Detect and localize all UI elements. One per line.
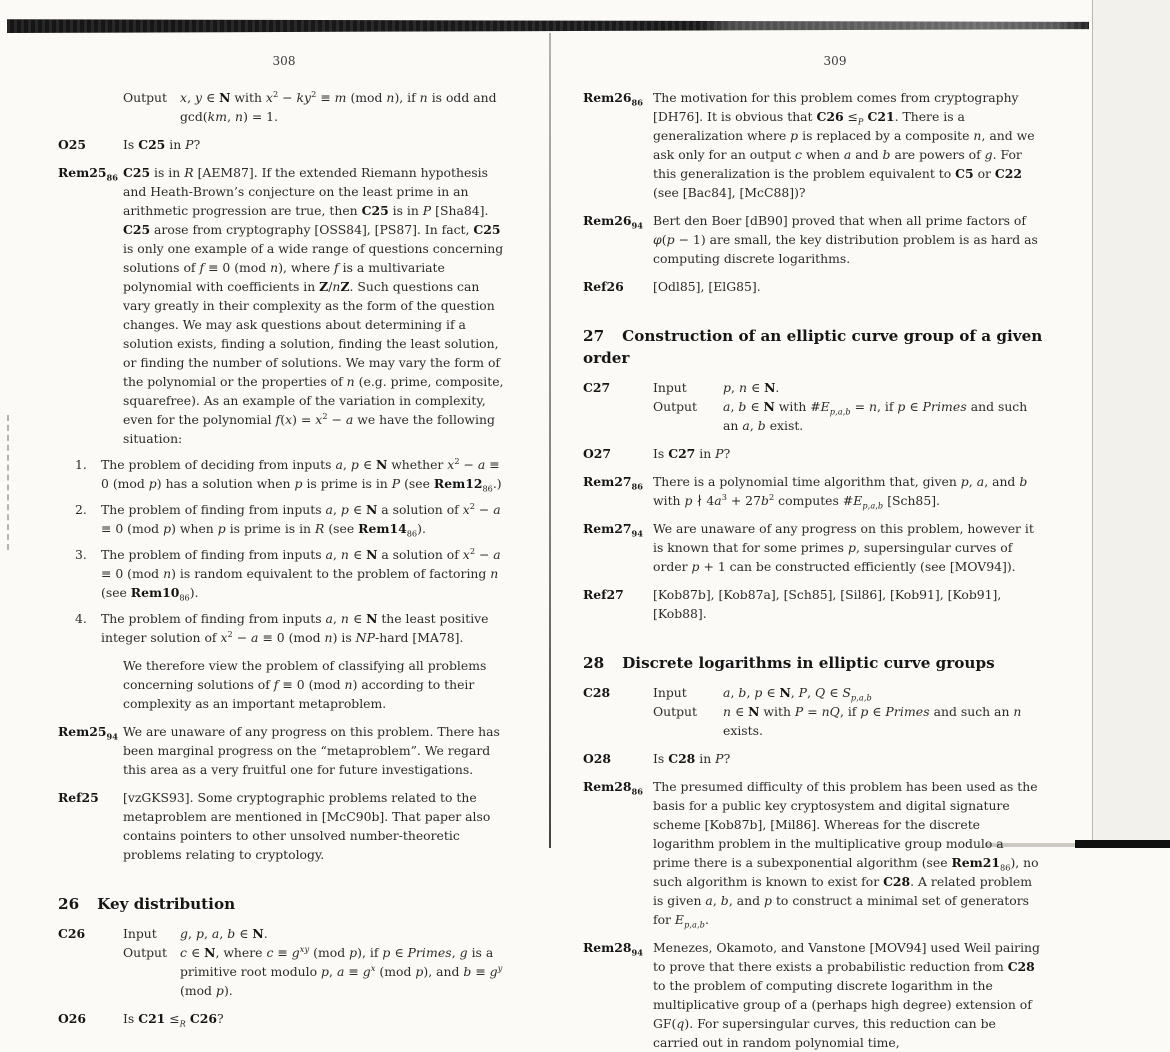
- problem-entry-row: [58, 924, 510, 1000]
- entry-tag: Ref26: [583, 279, 624, 294]
- section-number: 27: [583, 327, 605, 345]
- io-text: p, n ∈ N.: [723, 380, 780, 395]
- entry-body: [123, 924, 510, 1000]
- io-key: Input: [123, 926, 157, 941]
- entry-text: We are unaware of any progress on this problem, however it is known that for some primes p, supersingular curves of order p + 1 can be constructed efficiently (see [MOV94]).: [653, 521, 1034, 574]
- paragraph-entry-row: [583, 777, 1043, 929]
- entry-tag: C28: [583, 685, 611, 700]
- paragraph-entry-row: [583, 444, 1043, 463]
- paragraph-entry-row: [583, 938, 1043, 1052]
- list-item-number: 1.: [75, 457, 87, 472]
- io-text: a, b ∈ N with $\#E_{p,a,b} = n$, if p ∈ Primes and such an a, b exist.: [723, 399, 1028, 433]
- list-item-text: The problem of finding from inputs a, p ∈ N a solution of $x^2 - a \equiv 0$ (mod p) when p is prime is in R (see $Rem14_{86}$).: [101, 500, 501, 539]
- io-key: Output: [123, 90, 168, 105]
- io-row: [653, 378, 1043, 397]
- paragraph-entry-row: [58, 656, 510, 713]
- entry-tag: $Rem28_{86}$: [583, 779, 643, 797]
- paragraph-entry-row: [583, 211, 1043, 268]
- problem-entry-row: [583, 378, 1043, 435]
- io-row: [123, 943, 510, 1000]
- entry-text: We therefore view the problem of classifying all problems concerning solutions of f ≡ 0 (mod n) according to their complexity as an important metaproblem.: [123, 658, 487, 711]
- entry-text: [Kob87b], [Kob87a], [Sch85], [Sil86], [Kob91], [Kob91], [Kob88].: [653, 587, 1002, 621]
- section-heading: [583, 652, 1043, 674]
- entry-text: We are unaware of any progress on this problem. There has been marginal progress on the “metaproblem”. We regard this area as a very fruitful one for future investigations.: [123, 724, 500, 777]
- page-entries: [58, 88, 510, 1028]
- left-edge-scan-marks: [7, 415, 9, 550]
- paragraph-entry-row: [58, 722, 510, 779]
- entry-text: There is a polynomial time algorithm that, given p, a, and b with p ∤ $4a^3 + 27b^2$ computes $\#E_{p,a,b}$ [Sch85].: [653, 474, 1028, 511]
- entry-tag: O25: [58, 137, 87, 152]
- io-text: g, p, a, b ∈ N.: [180, 926, 268, 941]
- paragraph-entry-row: [583, 519, 1043, 576]
- entry-tag: C27: [583, 380, 611, 395]
- io-text: a, b, p ∈ N, P, Q ∈ $S_{p,a,b}$: [723, 685, 872, 703]
- paragraph-entry-row: [583, 749, 1043, 768]
- list-item-number: 3.: [75, 547, 87, 562]
- io-text: n ∈ N with P = nQ, if p ∈ Primes and such an n exists.: [723, 704, 1022, 738]
- numbered-list: [58, 455, 510, 647]
- list-item: [75, 455, 510, 493]
- list-item-text: The problem of deciding from inputs a, p ∈ N whether $x^2 - a \equiv 0$ (mod p) has a solution when p is prime is in P (see $Rem12_{86}$.): [101, 455, 502, 494]
- paragraph-entry-row: [583, 88, 1043, 202]
- section-heading: [583, 325, 1043, 369]
- entry-tag: Ref27: [583, 587, 624, 602]
- entry-body: [653, 378, 1043, 435]
- paragraph-entry-row: [58, 788, 510, 864]
- entry-text: [Odl85], [ElG85].: [653, 279, 761, 294]
- page-308: [58, 52, 510, 1028]
- io-row: [653, 397, 1043, 435]
- section-title: Key distribution: [97, 895, 236, 913]
- entry-text: C25 is in R [AEM87]. If the extended Riemann hypothesis and Heath-Brown’s conjecture on the least prime in an arithmetic progression are true, then C25 is in P [Sha84]. C25 arose from cryptography [OSS84], [PS87]. In fact, C25 is only one example of a wide range of questions concerning solutions of f ≡ 0 (mod n), where f is a multivariate polynomial with coefficients in Z/nZ. Such questions can vary greatly in their complexity as the form of the question changes. We may ask questions about determining if a solution exists, finding a solution, finding the least solution, or finding the number of solutions. We may vary the form of the polynomial or the properties of n (e.g. prime, composite, squarefree). As an example of the variation in complexity, even for the polynomial $f(x) = x^2 - a$ we have the following situation:: [123, 165, 504, 446]
- io-key: Output: [123, 945, 168, 960]
- list-item-text: The problem of finding from inputs a, n ∈ N the least positive integer solution of $x^2 - a \equiv 0$ (mod n) is NP-hard [MA78].: [101, 611, 489, 645]
- top-scan-bar: [7, 18, 1089, 33]
- list-item-number: 4.: [75, 611, 87, 626]
- paragraph-entry-row: [58, 135, 510, 154]
- section-title: Construction of an elliptic curve group of a given order: [583, 327, 1043, 367]
- bottom-right-scan-bar: [1075, 840, 1170, 848]
- entry-tag: O27: [583, 446, 612, 461]
- entry-tag: $Rem28_{94}$: [583, 940, 643, 958]
- paragraph-entry-row: [583, 277, 1043, 296]
- list-item: [75, 500, 510, 538]
- entry-tag: $Rem25_{94}$: [58, 724, 118, 742]
- paragraph-entry-row: [58, 163, 510, 448]
- entry-text: Menezes, Okamoto, and Vanstone [MOV94] used Weil pairing to prove that there exists a probabilistic reduction from C28 to the problem of computing discrete logarithm in the multiplicative group of a (perhaps high degree) extension of GF(q). For supersingular curves, this reduction can be carried out in random polynomial time,: [653, 940, 1040, 1050]
- io-text: c ∈ N, where $c \equiv g^{xy}$ (mod p), if p ∈ Primes, g is a primitive root modulo p, $a \equiv g^x$ (mod p), and $b \equiv g^y$ (mod p).: [180, 943, 503, 998]
- entry-text: Bert den Boer [dB90] proved that when all prime factors of φ(p − 1) are small, the key distribution problem is as hard as computing discrete logarithms.: [653, 213, 1038, 266]
- entry-tag: Ref25: [58, 790, 99, 805]
- entry-text: Is C28 in P?: [653, 751, 731, 766]
- problem-entry-row: [583, 683, 1043, 740]
- entry-text: The motivation for this problem comes from cryptography [DH76]. It is obvious that $C26 \le_P$ C21. There is a generalization where p is replaced by a composite n, and we ask only for an output c when a and b are powers of g. For this generalization is the problem equivalent to C5 or C22 (see [Bac84], [McC88])?: [653, 90, 1035, 200]
- list-item: [75, 609, 510, 647]
- entry-tag: $Rem25_{86}$: [58, 165, 118, 183]
- entry-body: [653, 683, 1043, 740]
- io-key: Input: [653, 685, 687, 700]
- io-row: [123, 924, 510, 943]
- section-number: 28: [583, 654, 605, 672]
- io-key: Output: [653, 704, 698, 719]
- entry-body: [123, 88, 510, 126]
- entry-tag: [58, 88, 123, 126]
- io-key: Output: [653, 399, 698, 414]
- paragraph-entry-row: [58, 1009, 510, 1028]
- io-text: x, y ∈ N with $x^2 - ky^2 \equiv m$ (mod n), if n is odd and gcd(km, n) = 1.: [180, 88, 497, 124]
- entry-text: Is C25 in P?: [123, 137, 201, 152]
- entry-text: Is C27 in P?: [653, 446, 731, 461]
- entry-text: [vzGKS93]. Some cryptographic problems related to the metaproblem are mentioned in [McC90b]. That paper also contains pointers to other unsolved number-theoretic problems relating to cryptology.: [123, 790, 491, 862]
- io-row: [653, 683, 1043, 702]
- page-number: 308: [272, 54, 296, 68]
- entry-tag: $Rem27_{94}$: [583, 521, 643, 539]
- section-heading: [58, 893, 510, 915]
- entry-text: Is $C21 \le_R$ C26?: [123, 1011, 224, 1029]
- paragraph-entry-row: [583, 472, 1043, 510]
- entry-tag: $Rem26_{94}$: [583, 213, 643, 231]
- page-number: 309: [823, 54, 847, 68]
- entry-tag: C26: [58, 926, 86, 941]
- book-gutter-line: [549, 33, 551, 848]
- page-entries: [583, 88, 1043, 1052]
- list-item-text: The problem of finding from inputs a, n ∈ N a solution of $x^2 - a \equiv 0$ (mod n) is random equivalent to the problem of factoring n (see $Rem10_{86}$).: [101, 545, 501, 603]
- entry-text: The presumed difficulty of this problem has been used as the basis for a public key cryptosystem and digital signature scheme [Kob87b], [Mil86]. Whereas for the discrete logarithm problem in the multiplicative group modulo a prime there is a subexponential algorithm (see $Rem21_{86}$), no such algorithm is known to exist for C28. A related problem is given a, b, and p to construct a minimal set of generators for $E_{p,a,b}$.: [653, 779, 1039, 930]
- problem-entry-row: [58, 88, 510, 126]
- io-key: Input: [653, 380, 687, 395]
- list-item: [75, 545, 510, 602]
- entry-tag: O28: [583, 751, 612, 766]
- io-row: [653, 702, 1043, 740]
- entry-tag: [58, 656, 123, 713]
- io-row: [123, 88, 510, 126]
- page-309: [583, 52, 1043, 1052]
- entry-tag: $Rem26_{86}$: [583, 90, 643, 108]
- paragraph-entry-row: [583, 585, 1043, 623]
- section-number: 26: [58, 895, 80, 913]
- section-title: Discrete logarithms in elliptic curve groups: [622, 654, 995, 672]
- entry-tag: O26: [58, 1011, 87, 1026]
- page-right-edge: [1092, 0, 1170, 848]
- list-item-number: 2.: [75, 502, 87, 517]
- entry-tag: $Rem27_{86}$: [583, 474, 643, 492]
